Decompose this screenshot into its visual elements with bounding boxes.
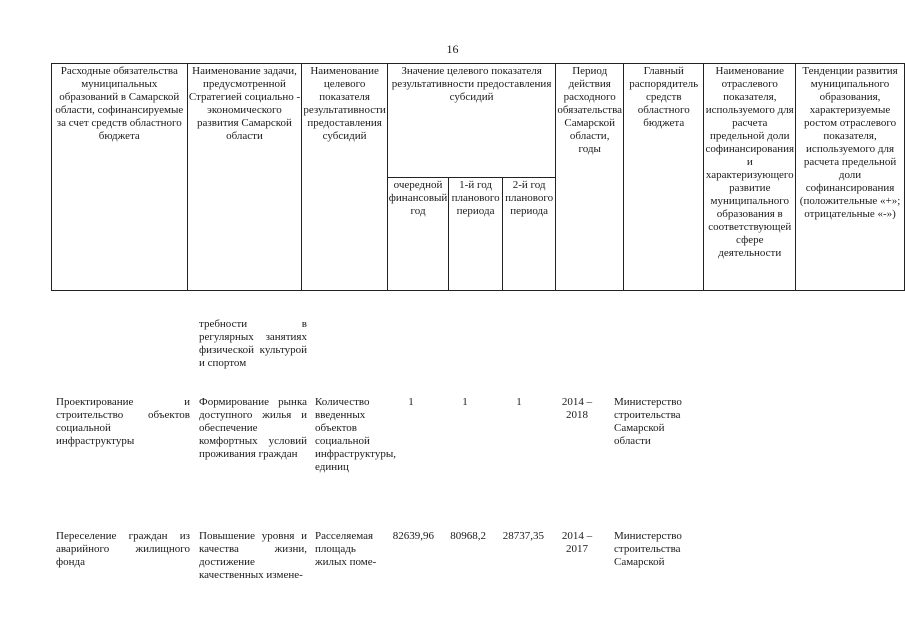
row1-indicator: Количество введенных объектов социальной инфраструктуры, единиц [315, 396, 396, 473]
header-plan-year-1: 1-й год планового периода [449, 177, 503, 291]
row1-period: 2014 – 2018 [561, 396, 593, 421]
header-plan-year-2: 2-й год планового периода [502, 177, 556, 291]
row1-value-plan-1: 1 [462, 396, 468, 408]
header-trends: Тенденции развития муниципального образования, характеризуемые ростом отраслевого показателя, используемого для расчета предельной доли софинансирования (положительные «+»; отрицательные «-») [796, 64, 905, 291]
header-table [51, 63, 905, 291]
header-period: Период действия расходного обязательства Самарской области, годы [556, 64, 624, 291]
header-next-year: очередной финансовый год [387, 177, 449, 291]
row2-indicator: Расселяемая площадь жилых поме- [315, 530, 377, 568]
row1-value-next-year: 1 [408, 396, 414, 408]
header-target-values: Значение целевого показателя результативности предоставления субсидий [387, 64, 556, 178]
header-task: Наименование задачи, предусмотренной Стратегией социально - экономического развития Самарской области [187, 64, 302, 291]
header-ministry: Главный распорядитель средств областного бюджета [624, 64, 704, 291]
row2-task: Повышение уровня и качества жизни, достижение качественных измене- [199, 530, 307, 581]
header-indicator: Наименование целевого показателя результативности предоставления субсидий [302, 64, 387, 291]
row2-ministry: Министерство строительства Самарской [614, 530, 682, 568]
header-obligations: Расходные обязательства муниципальных образований в Самарской области, софинансируемые за счет средств областного бюджета [52, 64, 188, 291]
row2-value-next-year: 82639,96 [392, 530, 434, 542]
header-sector-indicator: Наименование отраслевого показателя, используемого для расчета предельной доли софинансирования и характеризующего развитие муниципального образования в соответствующей сфере деятельности [704, 64, 796, 291]
page-number: 16 [446, 42, 459, 56]
row1-value-plan-2: 1 [516, 396, 522, 408]
row1-ministry: Министерство строительства Самарской области [614, 396, 682, 447]
row2-obligation: Переселение граждан из аварийного жилищного фонда [56, 530, 190, 568]
row2-value-plan-2: 28737,35 [502, 530, 544, 542]
continuation-text: требности в регулярных занятиях физической культурой и спортом [199, 318, 307, 369]
row1-obligation: Проектирование и строительство объектов социальной инфраструктуры [56, 396, 190, 447]
row2-period: 2014 – 2017 [561, 530, 593, 555]
row2-value-plan-1: 80968,2 [450, 530, 486, 542]
row1-task: Формирование рынка доступного жилья и обеспечение комфортных условий проживания граждан [199, 396, 307, 460]
